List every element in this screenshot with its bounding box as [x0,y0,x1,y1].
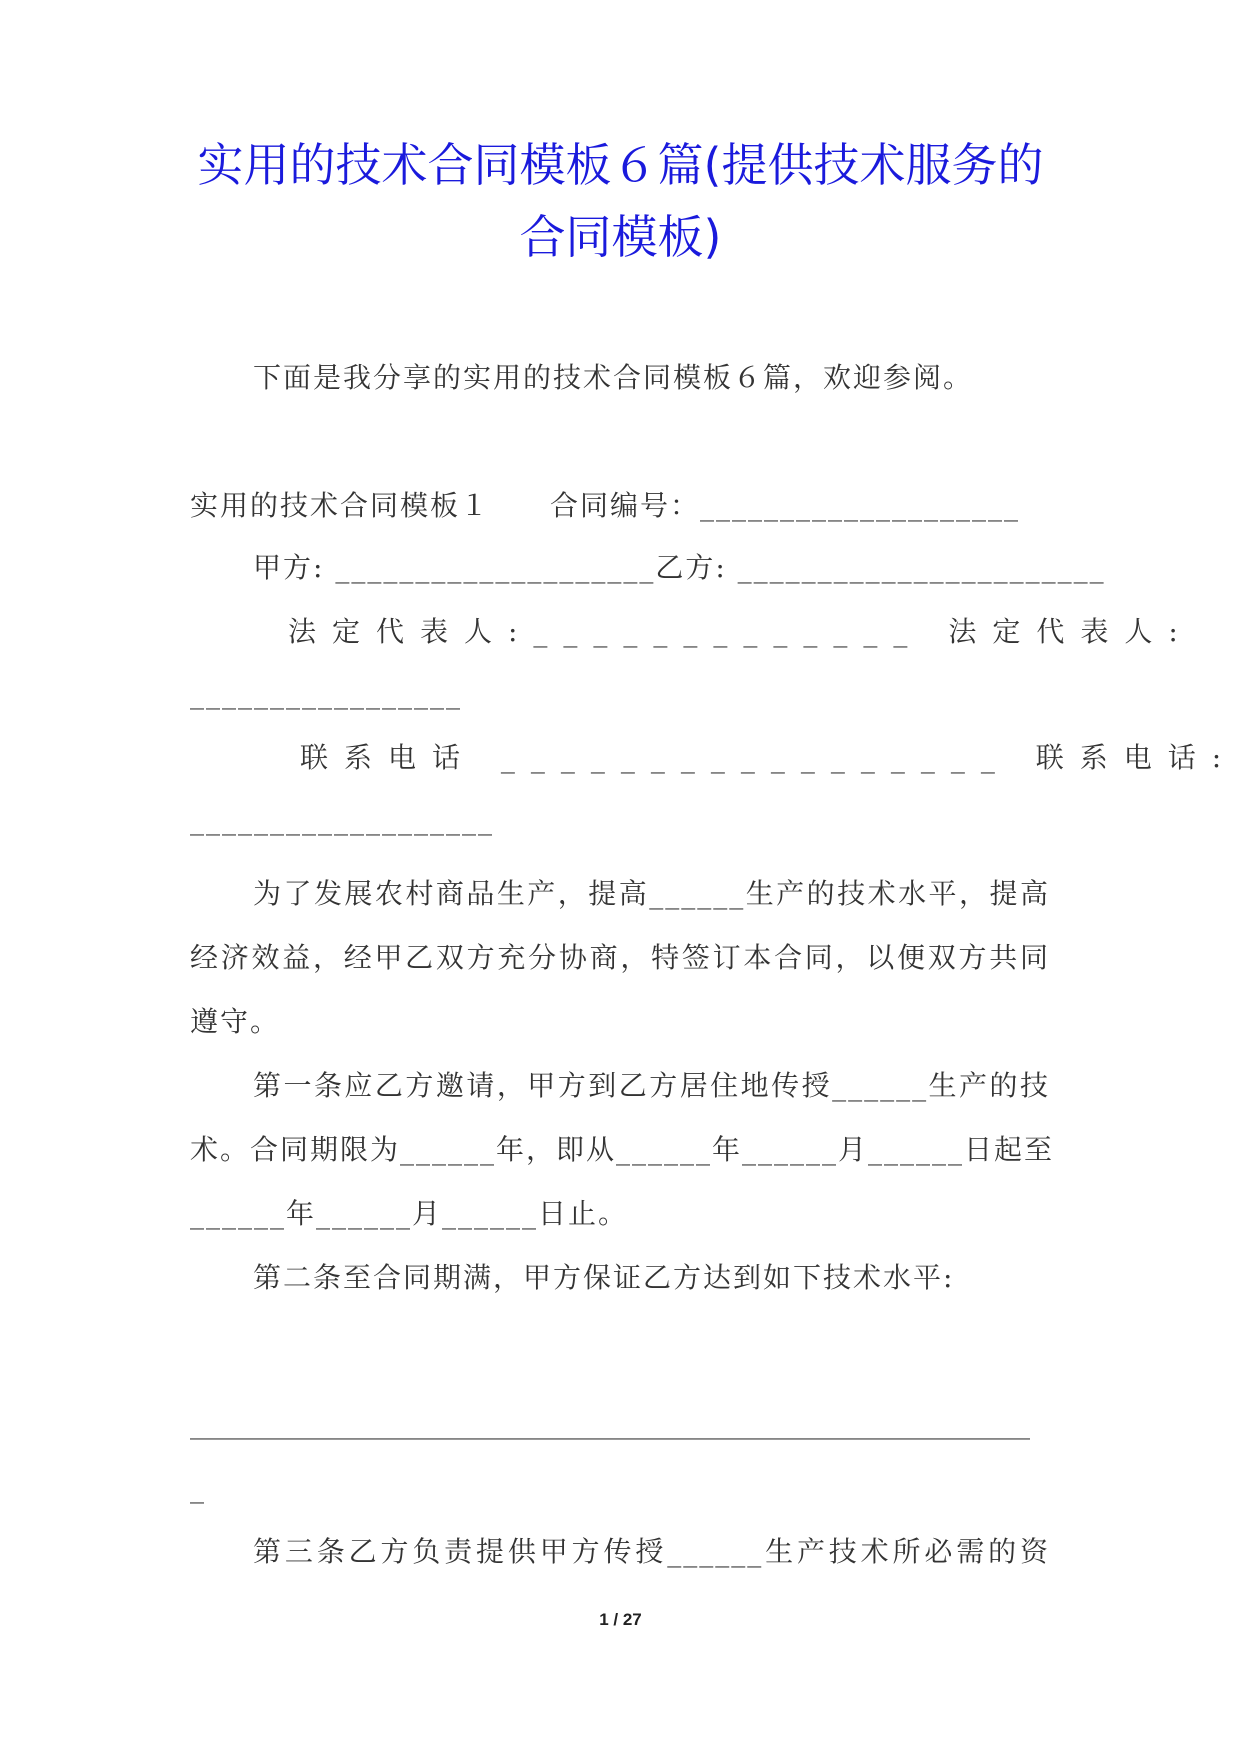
legal-representative-blank: _________________ [190,677,462,710]
article-two-blank: ____________________________________________________________ [190,1407,1030,1440]
article-one-line-2: 术。合同期限为______年，即从______年______月______日起至 [190,1133,1055,1166]
contact-phone-blank: ___________________ [190,803,494,836]
legal-representative-line: 法定代表人:_____________ 法定代表人: [288,615,1194,648]
article-one-line-1: 第一条应乙方邀请，甲方到乙方居住地传授______生产的技 [253,1069,1050,1102]
intro-paragraph: 下面是我分享的实用的技术合同模板６篇，欢迎参阅。 [253,361,974,394]
article-two-blank-end: _ [190,1471,206,1504]
article-two-line: 第二条至合同期满，甲方保证乙方达到如下技术水平: [253,1261,955,1294]
paragraph-purpose-1: 为了发展农村商品生产，提高______生产的技术水平，提高 [253,877,1050,910]
party-a-b-line: 甲方: ____________________乙方: _______________________ [253,551,1106,584]
contract-number-line: 实用的技术合同模板１ 合同编号：____________________ [190,489,1021,522]
paragraph-purpose-2: 经济效益，经甲乙双方充分协商，特签订本合同，以便双方共同 [190,941,1050,974]
contact-phone-line: 联系电话 _________________ 联系电话: [300,741,1238,774]
paragraph-purpose-3: 遵守。 [190,1005,281,1038]
article-one-line-3: ______年______月______日止。 [190,1197,629,1230]
document-title-line-2: 合同模板) [519,210,722,264]
document-title-line-1: 实用的技术合同模板６篇(提供技术服务的 [197,138,1044,192]
article-three-line: 第三条乙方负责提供甲方传授______生产技术所必需的资 [253,1535,1050,1568]
page-number: 1 / 27 [599,1610,642,1629]
